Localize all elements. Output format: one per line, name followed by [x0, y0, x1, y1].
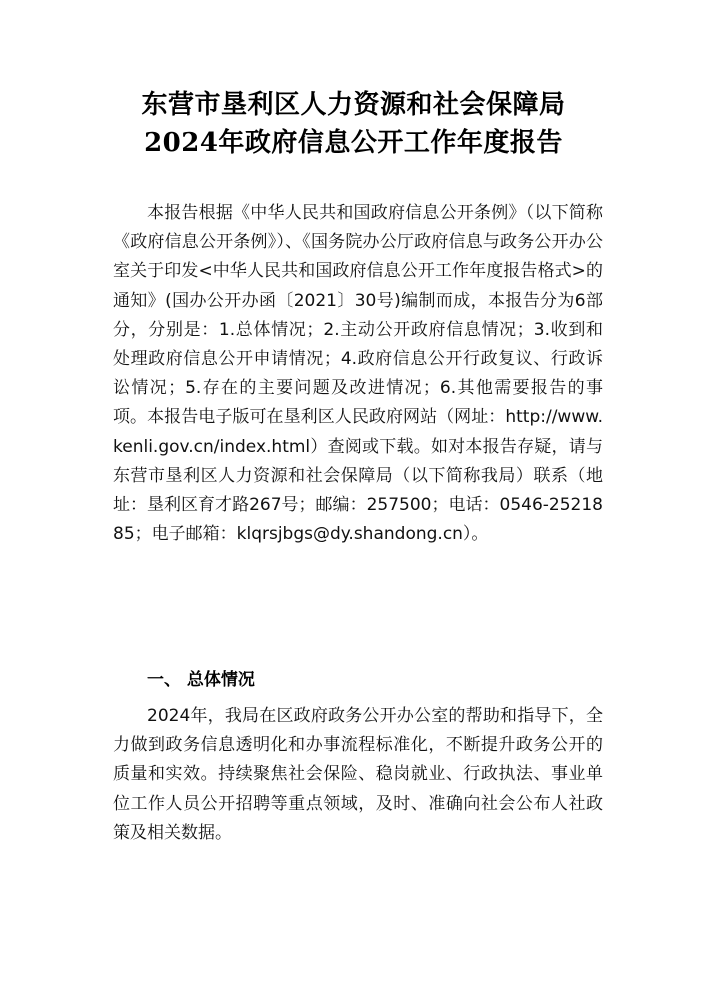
section-1-paragraph: [113, 702, 603, 882]
section-1-paragraph-text: 2024年，我局在区政府政务公开办公室的帮助和指导下，全力做到政务信息透明化和办事流程标准化，不断提升政务公开的质量和实效。持续聚焦社会保险、稳岗就业、行政执法、事业单位工作人员公开招聘等重点领域，及时、准确向社会公布人社政策及相关数据。: [113, 706, 603, 843]
intro-paragraph-text: 本报告根据《中华人民共和国政府信息公开条例》（以下简称《政府信息公开条例》）、《国务院办公厅政府信息与政务公开办公室关于印发<中华人民共和国政府信息公开工作年度报告格式>的通知》(国办公开办函〔2021〕30号)编制而成，本报告分为6部分，分别是：1.总体情况；2.主动公开政府信息情况；3.收到和处理政府信息公开申请情况；4.政府信息公开行政复议、行政诉讼情况；5.存在的主要问题及改进情况；6.其他需要报告的事项。本报告电子版可在垦利区人民政府网站（网址：http://www.kenli.gov.cn/index.html）查阅或下载。如对本报告存疑，请与东营市垦利区人力资源和社会保障局（以下简称我局）联系（地址：垦利区育才路267号；邮编：257500；电话：0546-2521885；电子邮箱：klqrsjbgs@dy.shandong.cn）。: [113, 203, 603, 545]
section-1-heading: 一、 总体情况: [147, 670, 255, 690]
intro-paragraph: [113, 199, 603, 659]
report-title-line-2: 2024年政府信息公开工作年度报告: [144, 128, 563, 158]
report-title-line-1: 东营市垦利区人力资源和社会保障局: [141, 90, 566, 120]
